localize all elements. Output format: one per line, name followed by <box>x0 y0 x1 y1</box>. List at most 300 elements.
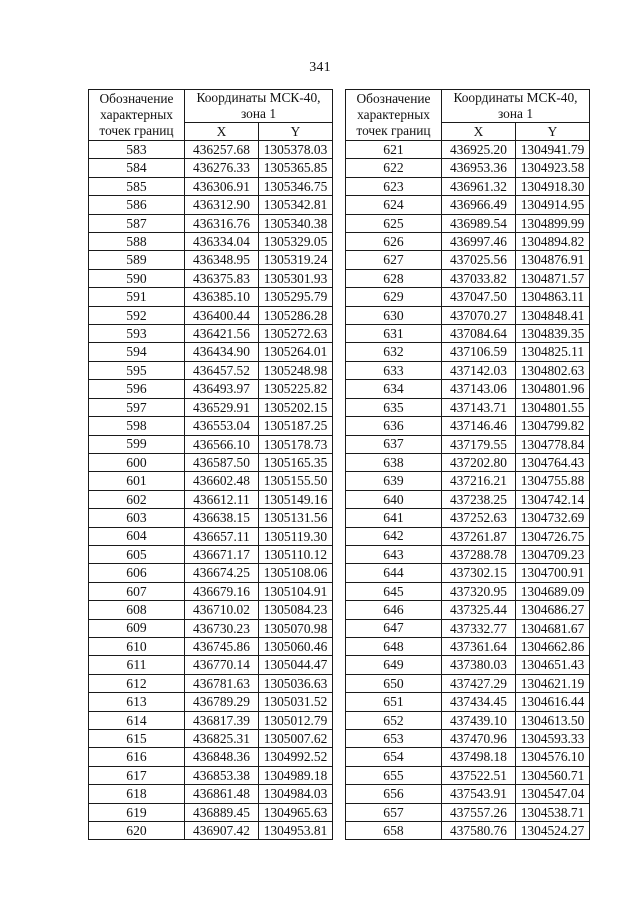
header-point-designation-line1: Обозначение <box>99 91 174 106</box>
point-number-cell: 585 <box>89 177 185 195</box>
header-point-designation-line2: характерных <box>357 107 430 122</box>
table-row <box>346 380 590 398</box>
table-row <box>346 564 590 582</box>
point-number-cell: 650 <box>346 674 442 692</box>
x-coordinate-cell: 436848.36 <box>185 748 259 766</box>
table-row <box>346 233 590 251</box>
table-row <box>89 141 333 159</box>
point-number-cell: 624 <box>346 196 442 214</box>
y-coordinate-cell: 1305319.24 <box>259 251 333 269</box>
y-coordinate-cell: 1304651.43 <box>516 656 590 674</box>
x-coordinate-cell: 436257.68 <box>185 141 259 159</box>
coordinates-table-right <box>345 89 590 840</box>
y-coordinate-cell: 1305104.91 <box>259 582 333 600</box>
point-number-cell: 600 <box>89 453 185 471</box>
point-number-cell: 633 <box>346 361 442 379</box>
point-number-cell: 637 <box>346 435 442 453</box>
point-number-cell: 599 <box>89 435 185 453</box>
point-number-cell: 642 <box>346 527 442 545</box>
table-row <box>89 251 333 269</box>
point-number-cell: 632 <box>346 343 442 361</box>
header-point-designation-line2: характерных <box>100 107 173 122</box>
point-number-cell: 617 <box>89 766 185 784</box>
y-coordinate-cell: 1305286.28 <box>259 306 333 324</box>
y-coordinate-cell: 1304662.86 <box>516 637 590 655</box>
x-coordinate-cell: 436781.63 <box>185 674 259 692</box>
y-coordinate-cell: 1304726.75 <box>516 527 590 545</box>
x-coordinate-cell: 437143.71 <box>442 398 516 416</box>
point-number-cell: 595 <box>89 361 185 379</box>
x-coordinate-cell: 436276.33 <box>185 159 259 177</box>
page-number: 341 <box>309 60 331 75</box>
table-row <box>89 545 333 563</box>
table-row <box>89 656 333 674</box>
x-coordinate-cell: 436925.20 <box>442 141 516 159</box>
header-coordinates-line2: зона 1 <box>240 106 277 121</box>
y-coordinate-cell: 1305165.35 <box>259 453 333 471</box>
point-number-cell: 658 <box>346 822 442 840</box>
point-number-cell: 592 <box>89 306 185 324</box>
header-y: Y <box>516 123 590 141</box>
y-coordinate-cell: 1305070.98 <box>259 619 333 637</box>
table-row <box>89 214 333 232</box>
x-coordinate-cell: 436710.02 <box>185 601 259 619</box>
y-coordinate-cell: 1304984.03 <box>259 785 333 803</box>
table-row <box>346 711 590 729</box>
point-number-cell: 651 <box>346 693 442 711</box>
table-row <box>346 214 590 232</box>
y-coordinate-cell: 1304848.41 <box>516 306 590 324</box>
x-coordinate-cell: 437522.51 <box>442 766 516 784</box>
point-number-cell: 653 <box>346 730 442 748</box>
header-point-designation <box>89 90 185 141</box>
point-number-cell: 656 <box>346 785 442 803</box>
table-row <box>346 196 590 214</box>
y-coordinate-cell: 1304941.79 <box>516 141 590 159</box>
point-number-cell: 638 <box>346 453 442 471</box>
y-coordinate-cell: 1305060.46 <box>259 637 333 655</box>
x-coordinate-cell: 436817.39 <box>185 711 259 729</box>
x-coordinate-cell: 436770.14 <box>185 656 259 674</box>
y-coordinate-cell: 1305031.52 <box>259 693 333 711</box>
point-number-cell: 620 <box>89 822 185 840</box>
table-row <box>346 288 590 306</box>
coordinates-table-left <box>88 89 333 840</box>
point-number-cell: 623 <box>346 177 442 195</box>
table-row <box>346 490 590 508</box>
y-coordinate-cell: 1304802.63 <box>516 361 590 379</box>
y-coordinate-cell: 1305108.06 <box>259 564 333 582</box>
point-number-cell: 601 <box>89 472 185 490</box>
point-number-cell: 612 <box>89 674 185 692</box>
point-number-cell: 589 <box>89 251 185 269</box>
y-coordinate-cell: 1304863.11 <box>516 288 590 306</box>
y-coordinate-cell: 1304742.14 <box>516 490 590 508</box>
point-number-cell: 602 <box>89 490 185 508</box>
table-row <box>89 674 333 692</box>
point-number-cell: 616 <box>89 748 185 766</box>
point-number-cell: 646 <box>346 601 442 619</box>
x-coordinate-cell: 437302.15 <box>442 564 516 582</box>
point-number-cell: 625 <box>346 214 442 232</box>
table-row <box>346 343 590 361</box>
x-coordinate-cell: 437580.76 <box>442 822 516 840</box>
y-coordinate-cell: 1304524.27 <box>516 822 590 840</box>
table-row <box>346 361 590 379</box>
point-number-cell: 613 <box>89 693 185 711</box>
x-coordinate-cell: 436825.31 <box>185 730 259 748</box>
table-row <box>89 233 333 251</box>
y-coordinate-cell: 1305248.98 <box>259 361 333 379</box>
point-number-cell: 598 <box>89 417 185 435</box>
point-number-cell: 594 <box>89 343 185 361</box>
x-coordinate-cell: 436385.10 <box>185 288 259 306</box>
x-coordinate-cell: 436400.44 <box>185 306 259 324</box>
table-row <box>89 693 333 711</box>
table-row <box>346 619 590 637</box>
y-coordinate-cell: 1304953.81 <box>259 822 333 840</box>
point-number-cell: 619 <box>89 803 185 821</box>
point-number-cell: 643 <box>346 545 442 563</box>
x-coordinate-cell: 436789.29 <box>185 693 259 711</box>
point-number-cell: 654 <box>346 748 442 766</box>
table-row <box>89 619 333 637</box>
x-coordinate-cell: 436612.11 <box>185 490 259 508</box>
x-coordinate-cell: 437288.78 <box>442 545 516 563</box>
y-coordinate-cell: 1305272.63 <box>259 325 333 343</box>
point-number-cell: 611 <box>89 656 185 674</box>
table-row <box>89 435 333 453</box>
point-number-cell: 631 <box>346 325 442 343</box>
y-coordinate-cell: 1305012.79 <box>259 711 333 729</box>
table-row <box>346 306 590 324</box>
y-coordinate-cell: 1304681.67 <box>516 619 590 637</box>
y-coordinate-cell: 1304839.35 <box>516 325 590 343</box>
point-number-cell: 639 <box>346 472 442 490</box>
x-coordinate-cell: 436745.86 <box>185 637 259 655</box>
y-coordinate-cell: 1304923.58 <box>516 159 590 177</box>
y-coordinate-cell: 1305187.25 <box>259 417 333 435</box>
point-number-cell: 636 <box>346 417 442 435</box>
table-row <box>89 453 333 471</box>
header-coordinates-line2: зона 1 <box>497 106 534 121</box>
x-coordinate-cell: 436853.38 <box>185 766 259 784</box>
table-row <box>346 822 590 840</box>
table-row <box>89 509 333 527</box>
header-coordinates <box>442 90 590 123</box>
x-coordinate-cell: 436638.15 <box>185 509 259 527</box>
point-number-cell: 647 <box>346 619 442 637</box>
point-number-cell: 634 <box>346 380 442 398</box>
header-point-designation <box>346 90 442 141</box>
x-coordinate-cell: 436657.11 <box>185 527 259 545</box>
point-number-cell: 655 <box>346 766 442 784</box>
table-row <box>89 785 333 803</box>
table-row <box>346 509 590 527</box>
y-coordinate-cell: 1304709.23 <box>516 545 590 563</box>
y-coordinate-cell: 1305264.01 <box>259 343 333 361</box>
point-number-cell: 652 <box>346 711 442 729</box>
y-coordinate-cell: 1304547.04 <box>516 785 590 803</box>
x-coordinate-cell: 437320.95 <box>442 582 516 600</box>
table-body <box>89 141 333 840</box>
table-row <box>89 490 333 508</box>
point-number-cell: 645 <box>346 582 442 600</box>
y-coordinate-cell: 1304965.63 <box>259 803 333 821</box>
x-coordinate-cell: 436553.04 <box>185 417 259 435</box>
x-coordinate-cell: 436961.32 <box>442 177 516 195</box>
point-number-cell: 608 <box>89 601 185 619</box>
table-row <box>89 637 333 655</box>
x-coordinate-cell: 436602.48 <box>185 472 259 490</box>
x-coordinate-cell: 437543.91 <box>442 785 516 803</box>
y-coordinate-cell: 1305155.50 <box>259 472 333 490</box>
point-number-cell: 627 <box>346 251 442 269</box>
y-coordinate-cell: 1305346.75 <box>259 177 333 195</box>
y-coordinate-cell: 1305295.79 <box>259 288 333 306</box>
x-coordinate-cell: 436306.91 <box>185 177 259 195</box>
point-number-cell: 640 <box>346 490 442 508</box>
table-row <box>346 766 590 784</box>
table-row <box>346 674 590 692</box>
table-row <box>346 601 590 619</box>
x-coordinate-cell: 437143.06 <box>442 380 516 398</box>
point-number-cell: 618 <box>89 785 185 803</box>
table-row <box>89 748 333 766</box>
x-coordinate-cell: 437202.80 <box>442 453 516 471</box>
table-header <box>89 90 333 141</box>
x-coordinate-cell: 437380.03 <box>442 656 516 674</box>
x-coordinate-cell: 437146.46 <box>442 417 516 435</box>
y-coordinate-cell: 1304560.71 <box>516 766 590 784</box>
table-row <box>89 177 333 195</box>
table-row <box>346 803 590 821</box>
table-row <box>346 527 590 545</box>
y-coordinate-cell: 1304825.11 <box>516 343 590 361</box>
table-row <box>89 159 333 177</box>
y-coordinate-cell: 1305365.85 <box>259 159 333 177</box>
header-point-designation-line3: точек границ <box>99 123 174 138</box>
y-coordinate-cell: 1304801.55 <box>516 398 590 416</box>
point-number-cell: 626 <box>346 233 442 251</box>
table-row <box>346 398 590 416</box>
table-row <box>346 159 590 177</box>
point-number-cell: 597 <box>89 398 185 416</box>
point-number-cell: 596 <box>89 380 185 398</box>
x-coordinate-cell: 436989.54 <box>442 214 516 232</box>
point-number-cell: 583 <box>89 141 185 159</box>
point-number-cell: 644 <box>346 564 442 582</box>
table-row <box>89 361 333 379</box>
y-coordinate-cell: 1305119.30 <box>259 527 333 545</box>
x-coordinate-cell: 436966.49 <box>442 196 516 214</box>
table-row <box>89 417 333 435</box>
table-row <box>89 711 333 729</box>
y-coordinate-cell: 1304914.95 <box>516 196 590 214</box>
x-coordinate-cell: 437106.59 <box>442 343 516 361</box>
table-row <box>89 343 333 361</box>
point-number-cell: 609 <box>89 619 185 637</box>
table-row <box>346 748 590 766</box>
y-coordinate-cell: 1304764.43 <box>516 453 590 471</box>
table-header <box>346 90 590 141</box>
point-number-cell: 607 <box>89 582 185 600</box>
y-coordinate-cell: 1305178.73 <box>259 435 333 453</box>
y-coordinate-cell: 1304621.19 <box>516 674 590 692</box>
y-coordinate-cell: 1305110.12 <box>259 545 333 563</box>
table-row <box>89 766 333 784</box>
point-number-cell: 641 <box>346 509 442 527</box>
x-coordinate-cell: 436671.17 <box>185 545 259 563</box>
header-x: X <box>185 123 259 141</box>
x-coordinate-cell: 437439.10 <box>442 711 516 729</box>
x-coordinate-cell: 436529.91 <box>185 398 259 416</box>
y-coordinate-cell: 1304613.50 <box>516 711 590 729</box>
y-coordinate-cell: 1305378.03 <box>259 141 333 159</box>
table-row <box>346 325 590 343</box>
y-coordinate-cell: 1304778.84 <box>516 435 590 453</box>
y-coordinate-cell: 1304918.30 <box>516 177 590 195</box>
point-number-cell: 657 <box>346 803 442 821</box>
y-coordinate-cell: 1305342.81 <box>259 196 333 214</box>
header-x: X <box>442 123 516 141</box>
header-point-designation-line3: точек границ <box>356 123 431 138</box>
table-row <box>89 472 333 490</box>
x-coordinate-cell: 436375.83 <box>185 269 259 287</box>
table-row <box>346 637 590 655</box>
x-coordinate-cell: 436434.90 <box>185 343 259 361</box>
point-number-cell: 648 <box>346 637 442 655</box>
x-coordinate-cell: 437332.77 <box>442 619 516 637</box>
x-coordinate-cell: 437025.56 <box>442 251 516 269</box>
point-number-cell: 587 <box>89 214 185 232</box>
x-coordinate-cell: 437325.44 <box>442 601 516 619</box>
table-row <box>89 822 333 840</box>
table-row <box>346 730 590 748</box>
table-row <box>89 196 333 214</box>
point-number-cell: 614 <box>89 711 185 729</box>
y-coordinate-cell: 1304593.33 <box>516 730 590 748</box>
x-coordinate-cell: 437261.87 <box>442 527 516 545</box>
header-coordinates-line1: Координаты МСК-40, <box>453 90 578 105</box>
y-coordinate-cell: 1304700.91 <box>516 564 590 582</box>
table-row <box>89 325 333 343</box>
point-number-cell: 603 <box>89 509 185 527</box>
point-number-cell: 593 <box>89 325 185 343</box>
point-number-cell: 629 <box>346 288 442 306</box>
point-number-cell: 588 <box>89 233 185 251</box>
table-row <box>346 656 590 674</box>
x-coordinate-cell: 437361.64 <box>442 637 516 655</box>
y-coordinate-cell: 1305131.56 <box>259 509 333 527</box>
x-coordinate-cell: 436889.45 <box>185 803 259 821</box>
y-coordinate-cell: 1304801.96 <box>516 380 590 398</box>
y-coordinate-cell: 1304899.99 <box>516 214 590 232</box>
x-coordinate-cell: 436348.95 <box>185 251 259 269</box>
y-coordinate-cell: 1304871.57 <box>516 269 590 287</box>
table-row <box>346 417 590 435</box>
header-y: Y <box>259 123 333 141</box>
point-number-cell: 635 <box>346 398 442 416</box>
y-coordinate-cell: 1305036.63 <box>259 674 333 692</box>
y-coordinate-cell: 1305149.16 <box>259 490 333 508</box>
y-coordinate-cell: 1305044.47 <box>259 656 333 674</box>
y-coordinate-cell: 1304799.82 <box>516 417 590 435</box>
x-coordinate-cell: 437142.03 <box>442 361 516 379</box>
x-coordinate-cell: 437047.50 <box>442 288 516 306</box>
x-coordinate-cell: 436679.16 <box>185 582 259 600</box>
table-row <box>89 803 333 821</box>
table-row <box>346 545 590 563</box>
x-coordinate-cell: 436566.10 <box>185 435 259 453</box>
x-coordinate-cell: 436493.97 <box>185 380 259 398</box>
x-coordinate-cell: 436730.23 <box>185 619 259 637</box>
table-row <box>346 177 590 195</box>
x-coordinate-cell: 436907.42 <box>185 822 259 840</box>
point-number-cell: 622 <box>346 159 442 177</box>
x-coordinate-cell: 436312.90 <box>185 196 259 214</box>
x-coordinate-cell: 436457.52 <box>185 361 259 379</box>
point-number-cell: 610 <box>89 637 185 655</box>
x-coordinate-cell: 436953.36 <box>442 159 516 177</box>
y-coordinate-cell: 1304992.52 <box>259 748 333 766</box>
point-number-cell: 605 <box>89 545 185 563</box>
table-body <box>346 141 590 840</box>
header-point-designation-line1: Обозначение <box>356 91 431 106</box>
table-row <box>346 251 590 269</box>
table-row <box>346 453 590 471</box>
point-number-cell: 615 <box>89 730 185 748</box>
point-number-cell: 649 <box>346 656 442 674</box>
table-row <box>346 693 590 711</box>
table-row <box>89 288 333 306</box>
table-row <box>346 435 590 453</box>
x-coordinate-cell: 437470.96 <box>442 730 516 748</box>
x-coordinate-cell: 436334.04 <box>185 233 259 251</box>
y-coordinate-cell: 1305340.38 <box>259 214 333 232</box>
point-number-cell: 591 <box>89 288 185 306</box>
point-number-cell: 584 <box>89 159 185 177</box>
x-coordinate-cell: 436316.76 <box>185 214 259 232</box>
x-coordinate-cell: 436861.48 <box>185 785 259 803</box>
x-coordinate-cell: 437084.64 <box>442 325 516 343</box>
x-coordinate-cell: 437216.21 <box>442 472 516 490</box>
table-row <box>89 527 333 545</box>
x-coordinate-cell: 437179.55 <box>442 435 516 453</box>
x-coordinate-cell: 436674.25 <box>185 564 259 582</box>
point-number-cell: 621 <box>346 141 442 159</box>
point-number-cell: 628 <box>346 269 442 287</box>
x-coordinate-cell: 437033.82 <box>442 269 516 287</box>
header-coordinates-line1: Координаты МСК-40, <box>196 90 321 105</box>
y-coordinate-cell: 1304732.69 <box>516 509 590 527</box>
point-number-cell: 586 <box>89 196 185 214</box>
y-coordinate-cell: 1304876.91 <box>516 251 590 269</box>
y-coordinate-cell: 1305007.62 <box>259 730 333 748</box>
table-row <box>346 785 590 803</box>
y-coordinate-cell: 1304686.27 <box>516 601 590 619</box>
y-coordinate-cell: 1304616.44 <box>516 693 590 711</box>
x-coordinate-cell: 437427.29 <box>442 674 516 692</box>
y-coordinate-cell: 1304538.71 <box>516 803 590 821</box>
x-coordinate-cell: 437557.26 <box>442 803 516 821</box>
table-row <box>89 398 333 416</box>
point-number-cell: 590 <box>89 269 185 287</box>
y-coordinate-cell: 1304689.09 <box>516 582 590 600</box>
table-row <box>89 269 333 287</box>
table-row <box>89 601 333 619</box>
x-coordinate-cell: 436421.56 <box>185 325 259 343</box>
